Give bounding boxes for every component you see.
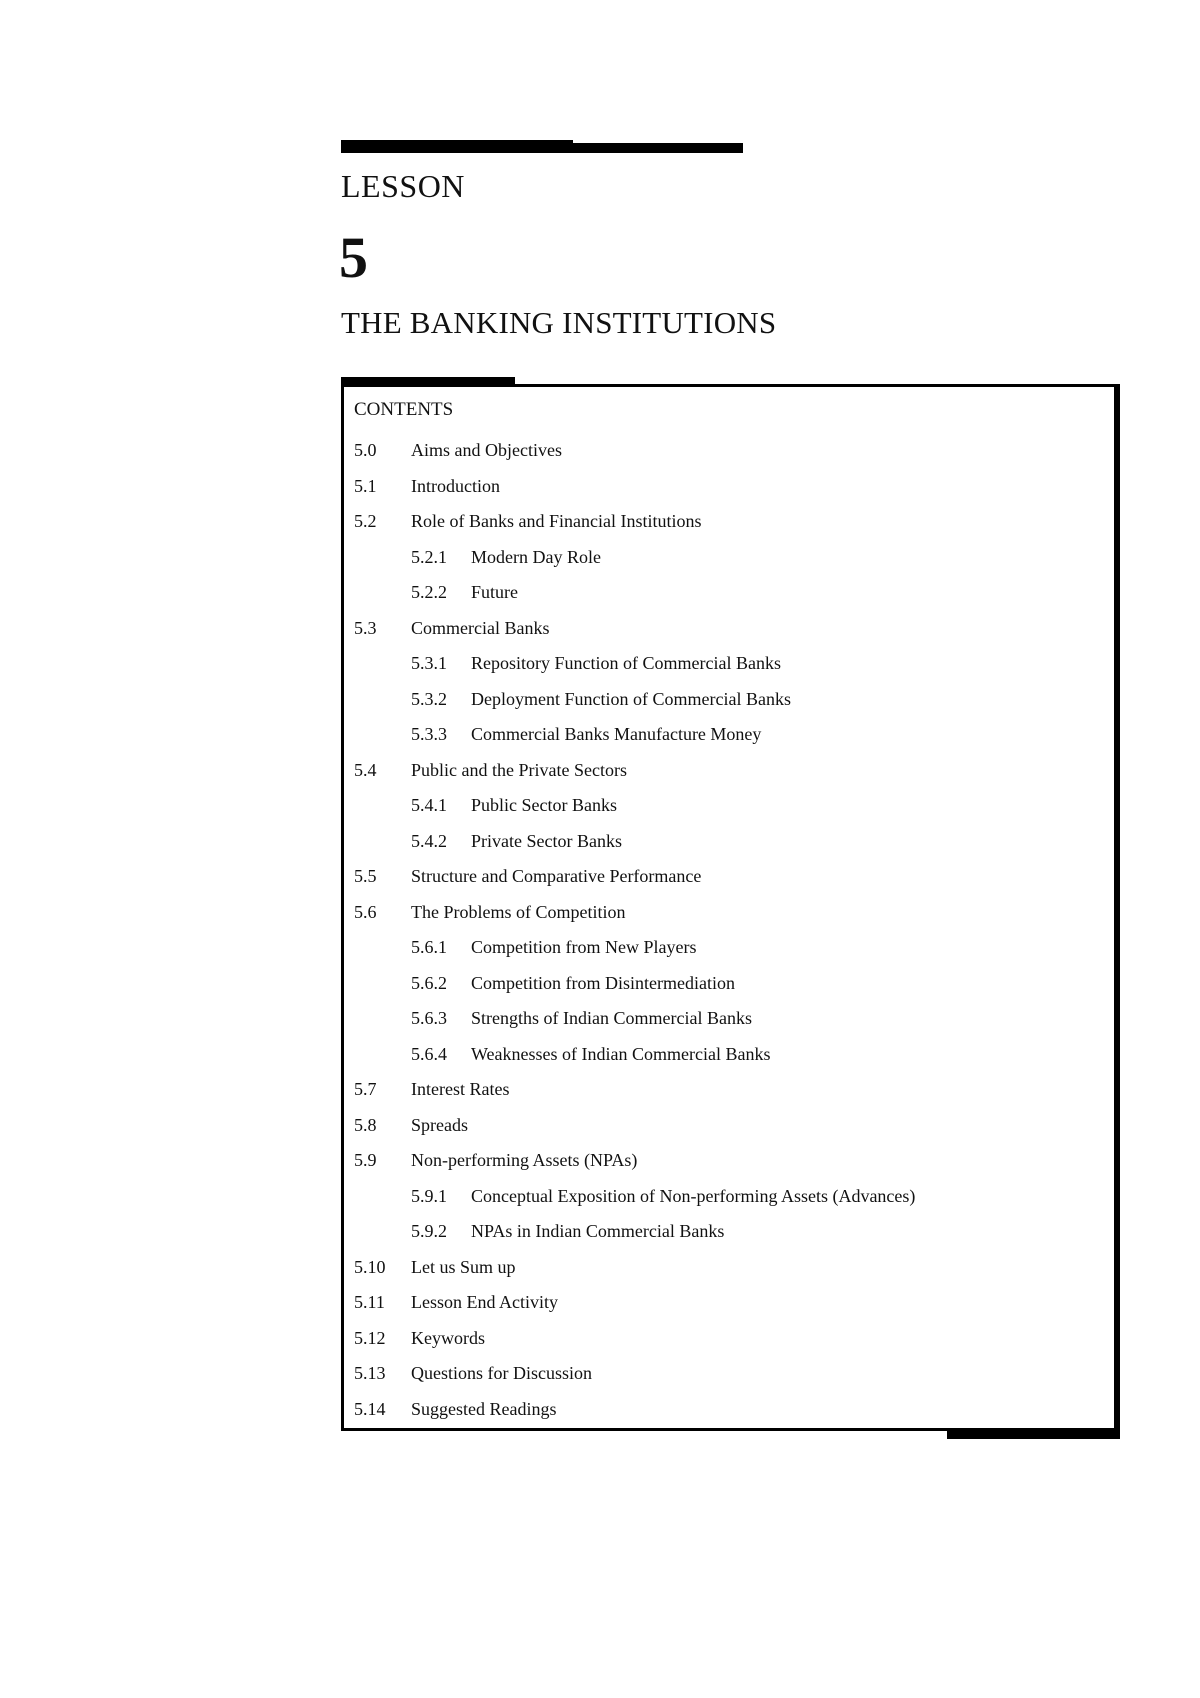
toc-entry[interactable] [354, 469, 1094, 505]
toc-entry-title: Structure and Comparative Performance [411, 866, 702, 887]
lesson-label: LESSON [341, 168, 465, 204]
toc-entry[interactable] [354, 682, 1094, 718]
toc-entry-number: 5.6.4 [411, 1043, 447, 1064]
toc-entry-number: 5.6 [354, 901, 377, 922]
toc-entry[interactable] [354, 1392, 1094, 1428]
toc-entry-title: Competition from New Players [471, 937, 697, 958]
toc-entry-number: 5.12 [354, 1327, 386, 1348]
toc-entry[interactable] [354, 1214, 1094, 1250]
toc-entry-number: 5.13 [354, 1363, 386, 1384]
toc-entry-title: Deployment Function of Commercial Banks [471, 688, 791, 709]
toc-entry-title: Non-performing Assets (NPAs) [411, 1150, 638, 1171]
toc-entry-number: 5.4 [354, 759, 377, 780]
lesson-number: 5 [339, 225, 368, 290]
toc-entry-title: Conceptual Exposition of Non-performing Assets (Advances) [471, 1185, 916, 1206]
toc-entry-title: Commercial Banks Manufacture Money [471, 724, 762, 745]
toc-entry-title: Weaknesses of Indian Commercial Banks [471, 1043, 771, 1064]
toc-entry-title: Public Sector Banks [471, 795, 617, 816]
toc-entry-title: Lesson End Activity [411, 1292, 558, 1313]
toc-entry[interactable] [354, 575, 1094, 611]
toc-entry[interactable] [354, 1001, 1094, 1037]
toc-entry[interactable] [354, 1356, 1094, 1392]
toc-entry-number: 5.14 [354, 1398, 386, 1419]
toc-entry[interactable] [354, 611, 1094, 647]
toc-entry[interactable] [354, 1250, 1094, 1286]
toc-entry-number: 5.4.2 [411, 830, 447, 851]
toc-entry-number: 5.0 [354, 440, 377, 461]
toc-entry[interactable] [354, 717, 1094, 753]
toc-entry-title: Suggested Readings [411, 1398, 557, 1419]
toc-entry-number: 5.8 [354, 1114, 377, 1135]
toc-entry[interactable] [354, 859, 1094, 895]
contents-box-bottom-tab [947, 1430, 1120, 1439]
toc-entry-title: Let us Sum up [411, 1256, 516, 1277]
toc-entry-number: 5.2 [354, 511, 377, 532]
header-rule [341, 143, 743, 153]
toc-entry-title: Repository Function of Commercial Banks [471, 653, 781, 674]
contents-heading: CONTENTS [354, 399, 454, 420]
toc-entry-title: Private Sector Banks [471, 830, 622, 851]
toc-entry[interactable] [354, 930, 1094, 966]
toc-entry-number: 5.1 [354, 475, 377, 496]
toc-entry[interactable] [354, 1072, 1094, 1108]
toc-entry-title: Introduction [411, 475, 500, 496]
toc-entry-number: 5.3.2 [411, 688, 447, 709]
toc-entry[interactable] [354, 788, 1094, 824]
toc-entry-number: 5.3 [354, 617, 377, 638]
toc-entry-title: Keywords [411, 1327, 485, 1348]
toc-entry-number: 5.9.2 [411, 1221, 447, 1242]
toc-entry-title: Public and the Private Sectors [411, 759, 627, 780]
toc-entry-title: NPAs in Indian Commercial Banks [471, 1221, 725, 1242]
toc-entry-title: The Problems of Competition [411, 901, 626, 922]
toc-entry[interactable] [354, 646, 1094, 682]
toc-entry-title: Strengths of Indian Commercial Banks [471, 1008, 752, 1029]
toc-entry-title: Competition from Disintermediation [471, 972, 735, 993]
toc-entry-number: 5.2.2 [411, 582, 447, 603]
toc-entry-title: Interest Rates [411, 1079, 510, 1100]
toc-entry-number: 5.4.1 [411, 795, 447, 816]
toc-entry-number: 5.7 [354, 1079, 377, 1100]
toc-entry[interactable] [354, 753, 1094, 789]
toc-entry[interactable] [354, 504, 1094, 540]
toc-entry-number: 5.3.1 [411, 653, 447, 674]
toc-entry-number: 5.9.1 [411, 1185, 447, 1206]
toc-entry[interactable] [354, 966, 1094, 1002]
toc-entry[interactable] [354, 1285, 1094, 1321]
toc-entry-number: 5.3.3 [411, 724, 447, 745]
toc-entry-number: 5.9 [354, 1150, 377, 1171]
toc-entry-title: Commercial Banks [411, 617, 550, 638]
toc-entry-number: 5.5 [354, 866, 377, 887]
toc-entry[interactable] [354, 824, 1094, 860]
toc-entry-title: Role of Banks and Financial Institutions [411, 511, 702, 532]
toc-entry-number: 5.6.1 [411, 937, 447, 958]
toc-entry-number: 5.6.3 [411, 1008, 447, 1029]
toc-entry-title: Modern Day Role [471, 546, 601, 567]
toc-entry-number: 5.10 [354, 1256, 386, 1277]
toc-entry[interactable] [354, 1143, 1094, 1179]
toc-entry-number: 5.11 [354, 1292, 385, 1313]
toc-entry[interactable] [354, 1179, 1094, 1215]
lesson-title: THE BANKING INSTITUTIONS [341, 305, 777, 340]
toc-entry-title: Spreads [411, 1114, 468, 1135]
toc-entry-number: 5.2.1 [411, 546, 447, 567]
toc-entry[interactable] [354, 1037, 1094, 1073]
contents-box-shadow [1114, 384, 1120, 1439]
toc-entry-title: Aims and Objectives [411, 440, 562, 461]
toc-entry[interactable] [354, 433, 1094, 469]
toc-entry[interactable] [354, 1321, 1094, 1357]
toc-entry[interactable] [354, 540, 1094, 576]
toc-entry-title: Questions for Discussion [411, 1363, 592, 1384]
toc-entry[interactable] [354, 895, 1094, 931]
toc-entry-number: 5.6.2 [411, 972, 447, 993]
toc-entry-title: Future [471, 582, 518, 603]
toc-entry[interactable] [354, 1108, 1094, 1144]
table-of-contents [354, 433, 1094, 1427]
